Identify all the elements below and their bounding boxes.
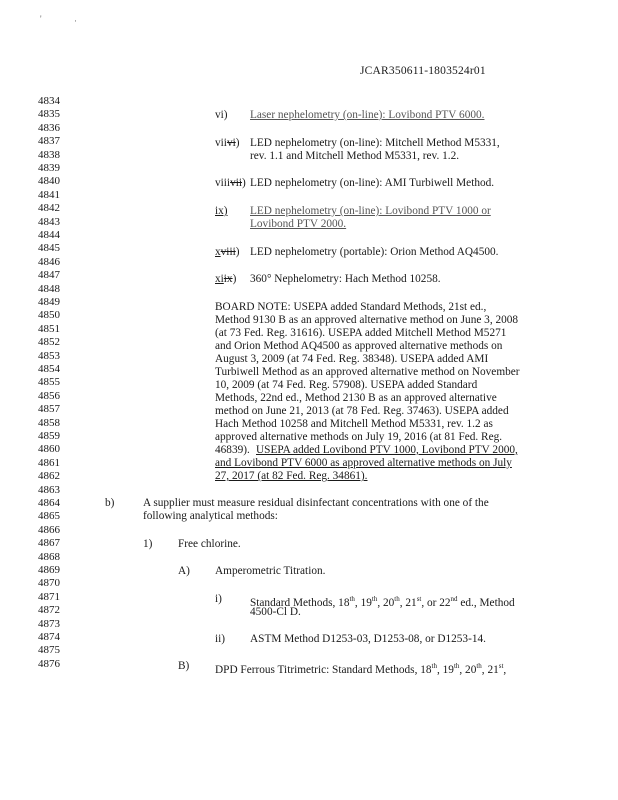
board-note-line: 10, 2009 (at 74 Fed. Reg. 57908). USEPA added Standard <box>215 379 478 391</box>
board-note-line: 46839). <box>215 444 250 456</box>
item-marker-ix: ix) <box>215 205 228 217</box>
line-number: 4834 <box>38 95 60 107</box>
line-number: 4873 <box>38 617 60 630</box>
marker-close: ) <box>242 177 246 189</box>
text-run: , 21 <box>481 663 499 676</box>
board-note-added: and Lovibond PTV 6000 as approved alternative methods on July <box>215 457 512 469</box>
line-number: 4870 <box>38 577 60 590</box>
text-run: Standard Methods, 18 <box>250 596 350 609</box>
board-note-line: Turbiwell Method as an approved alternative method on November <box>215 366 520 378</box>
board-note-line: (at 73 Fed. Reg. 31616). USEPA added Mitchell Method M5271 <box>215 327 507 339</box>
line-number: 4857 <box>38 403 60 416</box>
marker-struck: vii <box>230 177 243 189</box>
marker-struck: vi <box>226 137 236 149</box>
scan-mark: ' <box>40 14 42 24</box>
line-number: 4836 <box>38 121 60 134</box>
text-run: , 20 <box>377 596 395 609</box>
superscript: th <box>453 662 460 670</box>
board-note-added: USEPA added Lovibond PTV 1000, Lovibond PTV 2000, <box>256 444 518 456</box>
board-note-line: BOARD NOTE: USEPA added Standard Methods, 21st ed., <box>215 301 487 313</box>
superscript: th <box>431 662 437 670</box>
marker-inserted: vii <box>215 137 227 149</box>
line-number: 4839 <box>38 162 60 174</box>
document-id: JCAR350611-1803524r01 <box>360 65 486 77</box>
board-note-line: and Orion Method AQ4500 as approved alternative methods on <box>215 340 503 352</box>
line-number: 4867 <box>38 537 60 550</box>
line-number: 4853 <box>38 349 60 362</box>
item-vii-line2: rev. 1.1 and Mitchell Method M5331, rev. 1.2. <box>250 150 460 162</box>
line-number: 4862 <box>38 470 60 483</box>
item-marker-ii: ii) <box>215 633 226 645</box>
line-number: 4845 <box>38 242 60 255</box>
line-number: 4840 <box>38 175 60 188</box>
section-b-line1: A supplier must measure residual disinfectant concentrations with one of the <box>143 497 489 509</box>
board-note-line: method on June 21, 2013 (at 78 Fed. Reg. 37463). USEPA added <box>215 405 509 417</box>
line-number: 4835 <box>38 108 60 121</box>
item-ix-line2: Lovibond PTV 2000. <box>250 218 347 230</box>
line-number: 4837 <box>38 135 60 148</box>
item-marker-vii <box>215 137 240 149</box>
line-number: 4846 <box>38 255 60 268</box>
line-number: 4854 <box>38 363 60 375</box>
text-run: DPD Ferrous Titrimetric: Standard Methods, 18 <box>215 663 432 676</box>
line-number: 4876 <box>38 657 60 670</box>
line-number: 4859 <box>38 430 60 442</box>
superscript: th <box>394 595 400 603</box>
line-number: 4851 <box>38 322 60 335</box>
line-number: 4869 <box>38 564 60 576</box>
line-number: 4852 <box>38 336 60 349</box>
text-run: , 19 <box>436 663 454 676</box>
superscript: th <box>371 595 378 603</box>
item-xi-text: 360° Nephelometry: Hach Method 10258. <box>250 273 441 285</box>
text-run: , or 22 <box>421 596 451 609</box>
superscript: st <box>498 662 504 670</box>
line-number: 4843 <box>38 215 60 228</box>
line-number: 4866 <box>38 523 60 536</box>
scan-mark: · <box>74 16 77 26</box>
item-marker-viii <box>215 177 246 189</box>
line-number: 4868 <box>38 550 60 563</box>
superscript: th <box>349 595 355 603</box>
board-note-line: Hach Method 10258 and Mitchell Method M5331, rev. 1.2 as <box>215 418 493 430</box>
marker-close: ) <box>232 273 237 285</box>
item-viii-text: LED nephelometry (on-line): AMI Turbiwell Method. <box>250 177 495 189</box>
subsection-marker-B: B) <box>178 660 190 672</box>
line-number: 4848 <box>38 282 60 295</box>
board-note-line: Methods, 22nd ed., Method 2130 B as an approved alternative <box>215 392 497 404</box>
marker-inserted: xi <box>215 273 224 285</box>
text-run: , 20 <box>459 663 477 676</box>
marker-struck: viii <box>220 246 236 258</box>
line-number: 4856 <box>38 389 60 402</box>
board-note-line: approved alternative methods on July 19, 2016 (at 81 Fed. Reg. <box>215 431 503 443</box>
line-number: 4838 <box>38 148 60 161</box>
section-b-line2: following analytical methods: <box>143 510 278 522</box>
marker-inserted: x <box>215 246 221 258</box>
line-number: 4841 <box>38 188 60 201</box>
item-vi-text: Laser nephelometry (on-line): Lovibond PTV 6000. <box>250 109 485 121</box>
subsection-marker-A: A) <box>178 565 190 577</box>
item-marker-xi <box>215 273 236 285</box>
board-note-added: 27, 2017 (at 82 Fed. Reg. 34861). <box>215 470 368 482</box>
superscript: th <box>476 662 482 670</box>
superscript: st <box>416 595 422 603</box>
line-number: 4849 <box>38 296 60 308</box>
text-run: , 21 <box>399 596 417 609</box>
line-number: 4871 <box>38 590 60 603</box>
line-number: 4858 <box>38 416 60 429</box>
board-note-line: Method 9130 B as an approved alternative method on June 3, 2008 <box>215 314 519 326</box>
line-number: 4860 <box>38 443 60 456</box>
superscript: nd <box>450 595 458 603</box>
line-number: 4861 <box>38 456 60 469</box>
marker-close: ) <box>235 246 240 258</box>
text-run: , <box>503 663 507 676</box>
line-number: 4844 <box>38 229 60 241</box>
item-vii-line1: LED nephelometry (on-line): Mitchell Method M5331, <box>250 137 500 149</box>
line-number: 4855 <box>38 376 60 389</box>
line-number: 4875 <box>38 644 60 657</box>
subsection-marker-1: 1) <box>143 538 153 550</box>
board-note-line: August 3, 2009 (at 74 Fed. Reg. 38348). USEPA added AMI <box>215 353 489 365</box>
line-number: 4872 <box>38 604 60 617</box>
text-run: ed., Method <box>457 596 515 609</box>
item-ii-text: ASTM Method D1253-03, D1253-08, or D1253-14. <box>250 633 486 645</box>
item-x-text: LED nephelometry (portable): Orion Method AQ4500. <box>250 246 499 258</box>
line-number: 4863 <box>38 483 60 496</box>
line-number: 4874 <box>38 631 60 643</box>
item-marker-vi: vi) <box>215 109 228 121</box>
marker-inserted: viii <box>215 177 231 189</box>
item-marker-i: i) <box>215 593 222 605</box>
subsection-B-text <box>215 660 506 676</box>
line-number: 4864 <box>38 497 60 509</box>
marker-close: ) <box>235 137 240 149</box>
line-number: 4842 <box>38 202 60 215</box>
subsection-A-text: Amperometric Titration. <box>215 565 326 577</box>
item-i-line2: 4500-Cl D. <box>250 606 301 618</box>
line-number: 4850 <box>38 309 60 322</box>
marker-struck: ix <box>223 273 233 285</box>
section-marker-b: b) <box>105 497 115 509</box>
item-marker-x <box>215 246 240 258</box>
line-number: 4847 <box>38 269 60 282</box>
subsection-1-text: Free chlorine. <box>178 538 241 550</box>
item-ix-line1: LED nephelometry (on-line): Lovibond PTV 1000 or <box>250 205 491 217</box>
text-run: , 19 <box>354 596 372 609</box>
line-number: 4865 <box>38 510 60 523</box>
